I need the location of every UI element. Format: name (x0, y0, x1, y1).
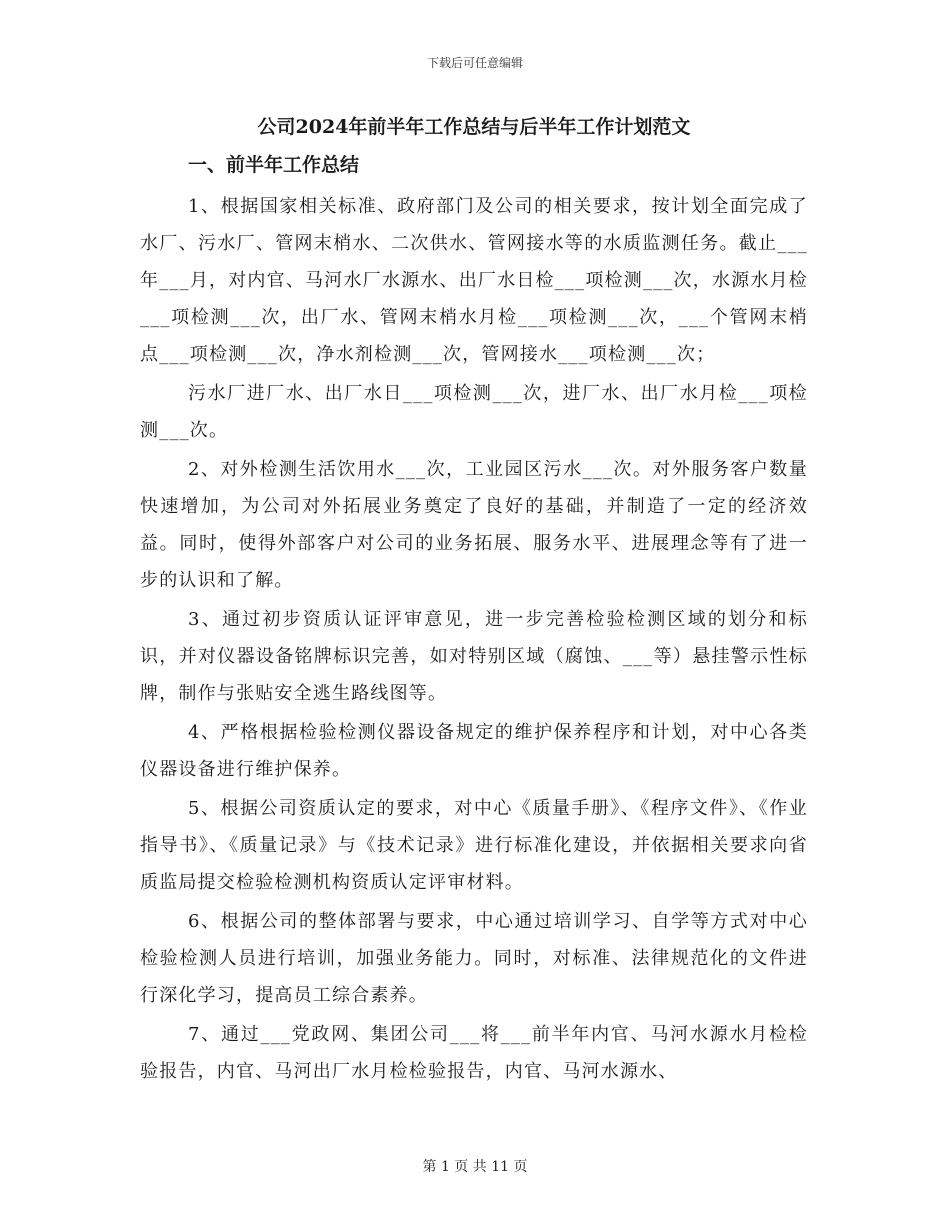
paragraph-1-continued: 污水厂进厂水、出厂水日___项检测___次，进厂水、出厂水月检___项检测___次。 (140, 383, 808, 441)
paragraph-4: 4、严格根据检验检测仪器设备规定的维护保养程序和计划，对中心各类仪器设备进行维护保养。 (140, 722, 808, 780)
paragraph-7: 7、通过___党政网、集团公司___将___前半年内官、马河水源水月检检验报告，内官、马河出厂水月检检验报告，内官、马河水源水、 (140, 1024, 808, 1082)
page-header-note: 下载后可任意编辑 (426, 56, 523, 70)
paragraph-6: 6、根据公司的整体部署与要求，中心通过培训学习、自学等方式对中心检验检测人员进行培训，加强业务能力。同时，对标准、法律规范化的文件进行深化学习，提高员工综合素养。 (140, 911, 808, 1006)
paragraph-1: 1、根据国家相关标准、政府部门及公司的相关要求，按计划全面完成了水厂、污水厂、管网末梢水、二次供水、管网接水等的水质监测任务。截止___年___月，对内官、马河水厂水源水、出厂水日检___项检测___次，水源水月检___项检测___次，出厂水、管网末梢水月检___项检测___次，___个管网末梢点___项检测___次，净水剂检测___次，管网接水___项检测___次； (140, 196, 808, 365)
section-heading: 一、前半年工作总结 (188, 154, 360, 176)
paragraph-2: 2、对外检测生活饮用水___次，工业园区污水___次。对外服务客户数量快速增加，为公司对外拓展业务奠定了良好的基础，并制造了一定的经济效益。同时，使得外部客户对公司的业务拓展、服务水平、进展理念等有了进一步的认识和了解。 (140, 459, 808, 591)
document-title: 公司2024年前半年工作总结与后半年工作计划范文 (257, 116, 691, 138)
page-number: 第 1 页 共 11 页 (422, 1159, 528, 1175)
paragraph-3: 3、通过初步资质认证评审意见，进一步完善检验检测区域的划分和标识，并对仪器设备铭牌标识完善，如对特别区域（腐蚀、___等）悬挂警示性标牌，制作与张贴安全逃生路线图等。 (140, 609, 808, 704)
document-body (140, 110, 808, 1092)
paragraph-5: 5、根据公司资质认定的要求，对中心《质量手册》、《程序文件》、《作业指导书》、《质量记录》与《技术记录》进行标准化建设，并依据相关要求向省质监局提交检验检测机构资质认定评审材料。 (140, 798, 808, 893)
